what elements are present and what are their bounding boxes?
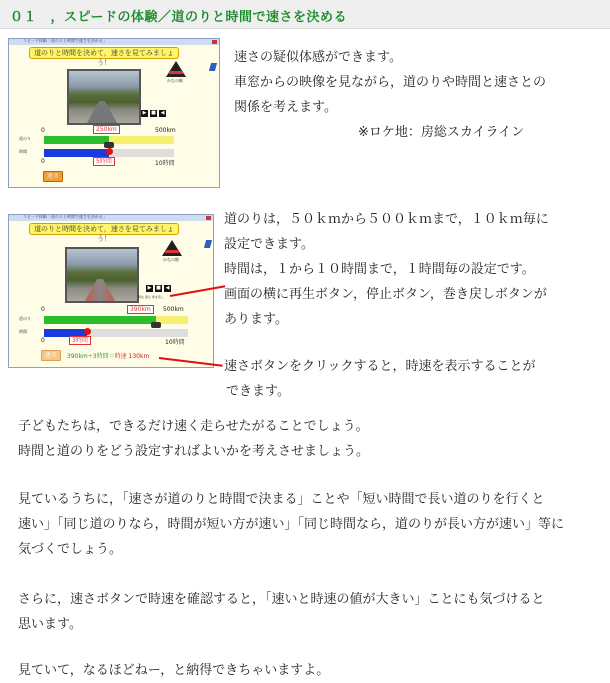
distance-slider-rest [109, 136, 174, 144]
window-close-icon [212, 40, 217, 44]
section2-description [224, 207, 604, 332]
section1-line-3: 関係を考えます。 [234, 100, 337, 115]
distance-track [44, 316, 188, 324]
section2-line-5: あります。 [224, 312, 288, 327]
section1-line-1: 速さの疑似体感ができます。 [234, 50, 402, 65]
distance-max: 500km [155, 127, 176, 134]
body-p2-line-2: 速い」「同じ道のりなら，時間が短い方が速い」「同じ時間なら，道のりが長い方が速い」等に [18, 517, 565, 532]
section2-line-1: 道のりは，５０ｋｍから５００ｋｍまで，１０ｋｍ毎に [224, 212, 549, 227]
section2-line-4: 画面の横に再生ボタン，停止ボタン，巻き戻しボタンが [224, 287, 547, 302]
window-title: スピード体験「道のりと時間で速さを決める」 [23, 214, 107, 219]
time-min: 0 [41, 158, 45, 165]
time-slider-fill [44, 149, 109, 157]
mountain-logo-icon [166, 61, 186, 77]
logo [162, 240, 182, 262]
distance-value: 390km [127, 305, 154, 314]
body-p2-line-1: 見ているうちに，「速さが道のりと時間で決まる」ことや「短い時間で長い道のりを行くと [18, 492, 545, 507]
controls-caption: 再生 停止 巻き戻し [138, 295, 164, 299]
logo-stripe [165, 250, 179, 253]
stop-button[interactable]: ■ [151, 110, 156, 116]
road-image [87, 101, 117, 123]
time-max: 10時間 [165, 339, 185, 346]
section1-description [234, 45, 604, 120]
car-window-video [67, 69, 141, 125]
distance-min: 0 [41, 306, 45, 313]
mountain-logo-icon [162, 240, 182, 256]
speed-formula-calc: 390km÷3時間＝ [67, 353, 115, 360]
distance-slider-fill [44, 136, 109, 144]
body-p2-line-3: 気づくでしょう。 [18, 542, 123, 557]
distance-label: 道のり [19, 136, 31, 141]
logo [166, 61, 186, 83]
time-label: 時間 [19, 149, 27, 154]
section2-speed-note [224, 354, 604, 404]
speed-formula-result: 時速 130km [114, 353, 150, 360]
rewind-button[interactable]: ◀ [165, 285, 170, 291]
page-title: ０１ ，スピードの体験／道のりと時間で速さを決める [10, 10, 347, 25]
logo-text: かなの駅 [167, 78, 183, 83]
body-p3-line-2: 思います。 [18, 617, 82, 632]
play-button[interactable]: ▶ [147, 285, 152, 291]
section2-line-3: 時間は，１から１０時間まで，１時間毎の設定です。 [224, 262, 535, 277]
body-p4-line-1: 見ていて，なるほどねー，と納得できちゃいますよ。 [18, 663, 330, 678]
distance-slider-rest [156, 316, 188, 324]
instruction-banner: 道のりと時間を決めて，速さを見てみましょう！ [29, 47, 179, 59]
body-paragraph-1 [18, 414, 608, 464]
time-value: 3時間 [69, 336, 91, 345]
side-pen-icon [204, 240, 212, 248]
speed-formula [67, 351, 149, 360]
time-label: 時間 [19, 329, 27, 334]
distance-min: 0 [41, 127, 45, 134]
road-image [85, 279, 115, 301]
body-p1-line-2: 時間と道のりをどう設定すればよいかを考えさせましょう。 [18, 444, 370, 459]
time-value: 5時間 [93, 157, 115, 166]
play-button[interactable]: ▶ [142, 110, 147, 116]
logo-text: かなの駅 [163, 257, 179, 262]
section2-line-2: 設定できます。 [224, 237, 314, 252]
time-max: 10時間 [155, 160, 175, 167]
time-track [44, 329, 188, 337]
distance-max: 500km [163, 306, 184, 313]
body-paragraph-2 [18, 487, 608, 562]
page-header [0, 0, 610, 29]
location-note: ※ロケ地：房総スカイライン [358, 125, 525, 140]
time-min: 0 [41, 337, 45, 344]
body-p3-line-1: さらに，速さボタンで時速を確認すると，「速いと時速の値が大きい」ことにも気づけると [18, 592, 545, 607]
distance-label: 道のり [19, 316, 31, 321]
window-title: スピード体験「道のりと時間で速さを決める」 [23, 38, 107, 43]
rewind-button[interactable]: ◀ [160, 110, 165, 116]
distance-value: 250km [93, 125, 120, 134]
speed-button[interactable]: 速さ [43, 171, 63, 182]
window-close-icon [206, 216, 211, 220]
body-paragraph-3 [18, 587, 608, 637]
car-marker-icon [151, 322, 161, 328]
instruction-banner: 道のりと時間を決めて，速さを見てみましょう！ [29, 223, 179, 235]
section2-note-line-1: 速さボタンをクリックすると，時速を表示することが [224, 359, 536, 374]
time-slider-knob[interactable] [106, 148, 113, 155]
car-window-video [65, 247, 139, 303]
app-screenshot-1 [8, 38, 220, 188]
side-pen-icon [209, 63, 217, 71]
app-screenshot-2 [8, 214, 214, 368]
logo-stripe [169, 71, 183, 74]
body-p1-line-1: 子どもたちは，できるだけ速く走らせたがることでしょう。 [18, 419, 369, 434]
speed-button[interactable]: 速さ [41, 350, 61, 361]
stop-button[interactable]: ■ [156, 285, 161, 291]
section1-line-2: 車窓からの映像を見ながら，道のりや時間と速さとの [234, 75, 547, 90]
section2-note-line-2: できます。 [226, 384, 290, 399]
body-paragraph-4 [18, 658, 608, 683]
distance-slider-fill [44, 316, 156, 324]
